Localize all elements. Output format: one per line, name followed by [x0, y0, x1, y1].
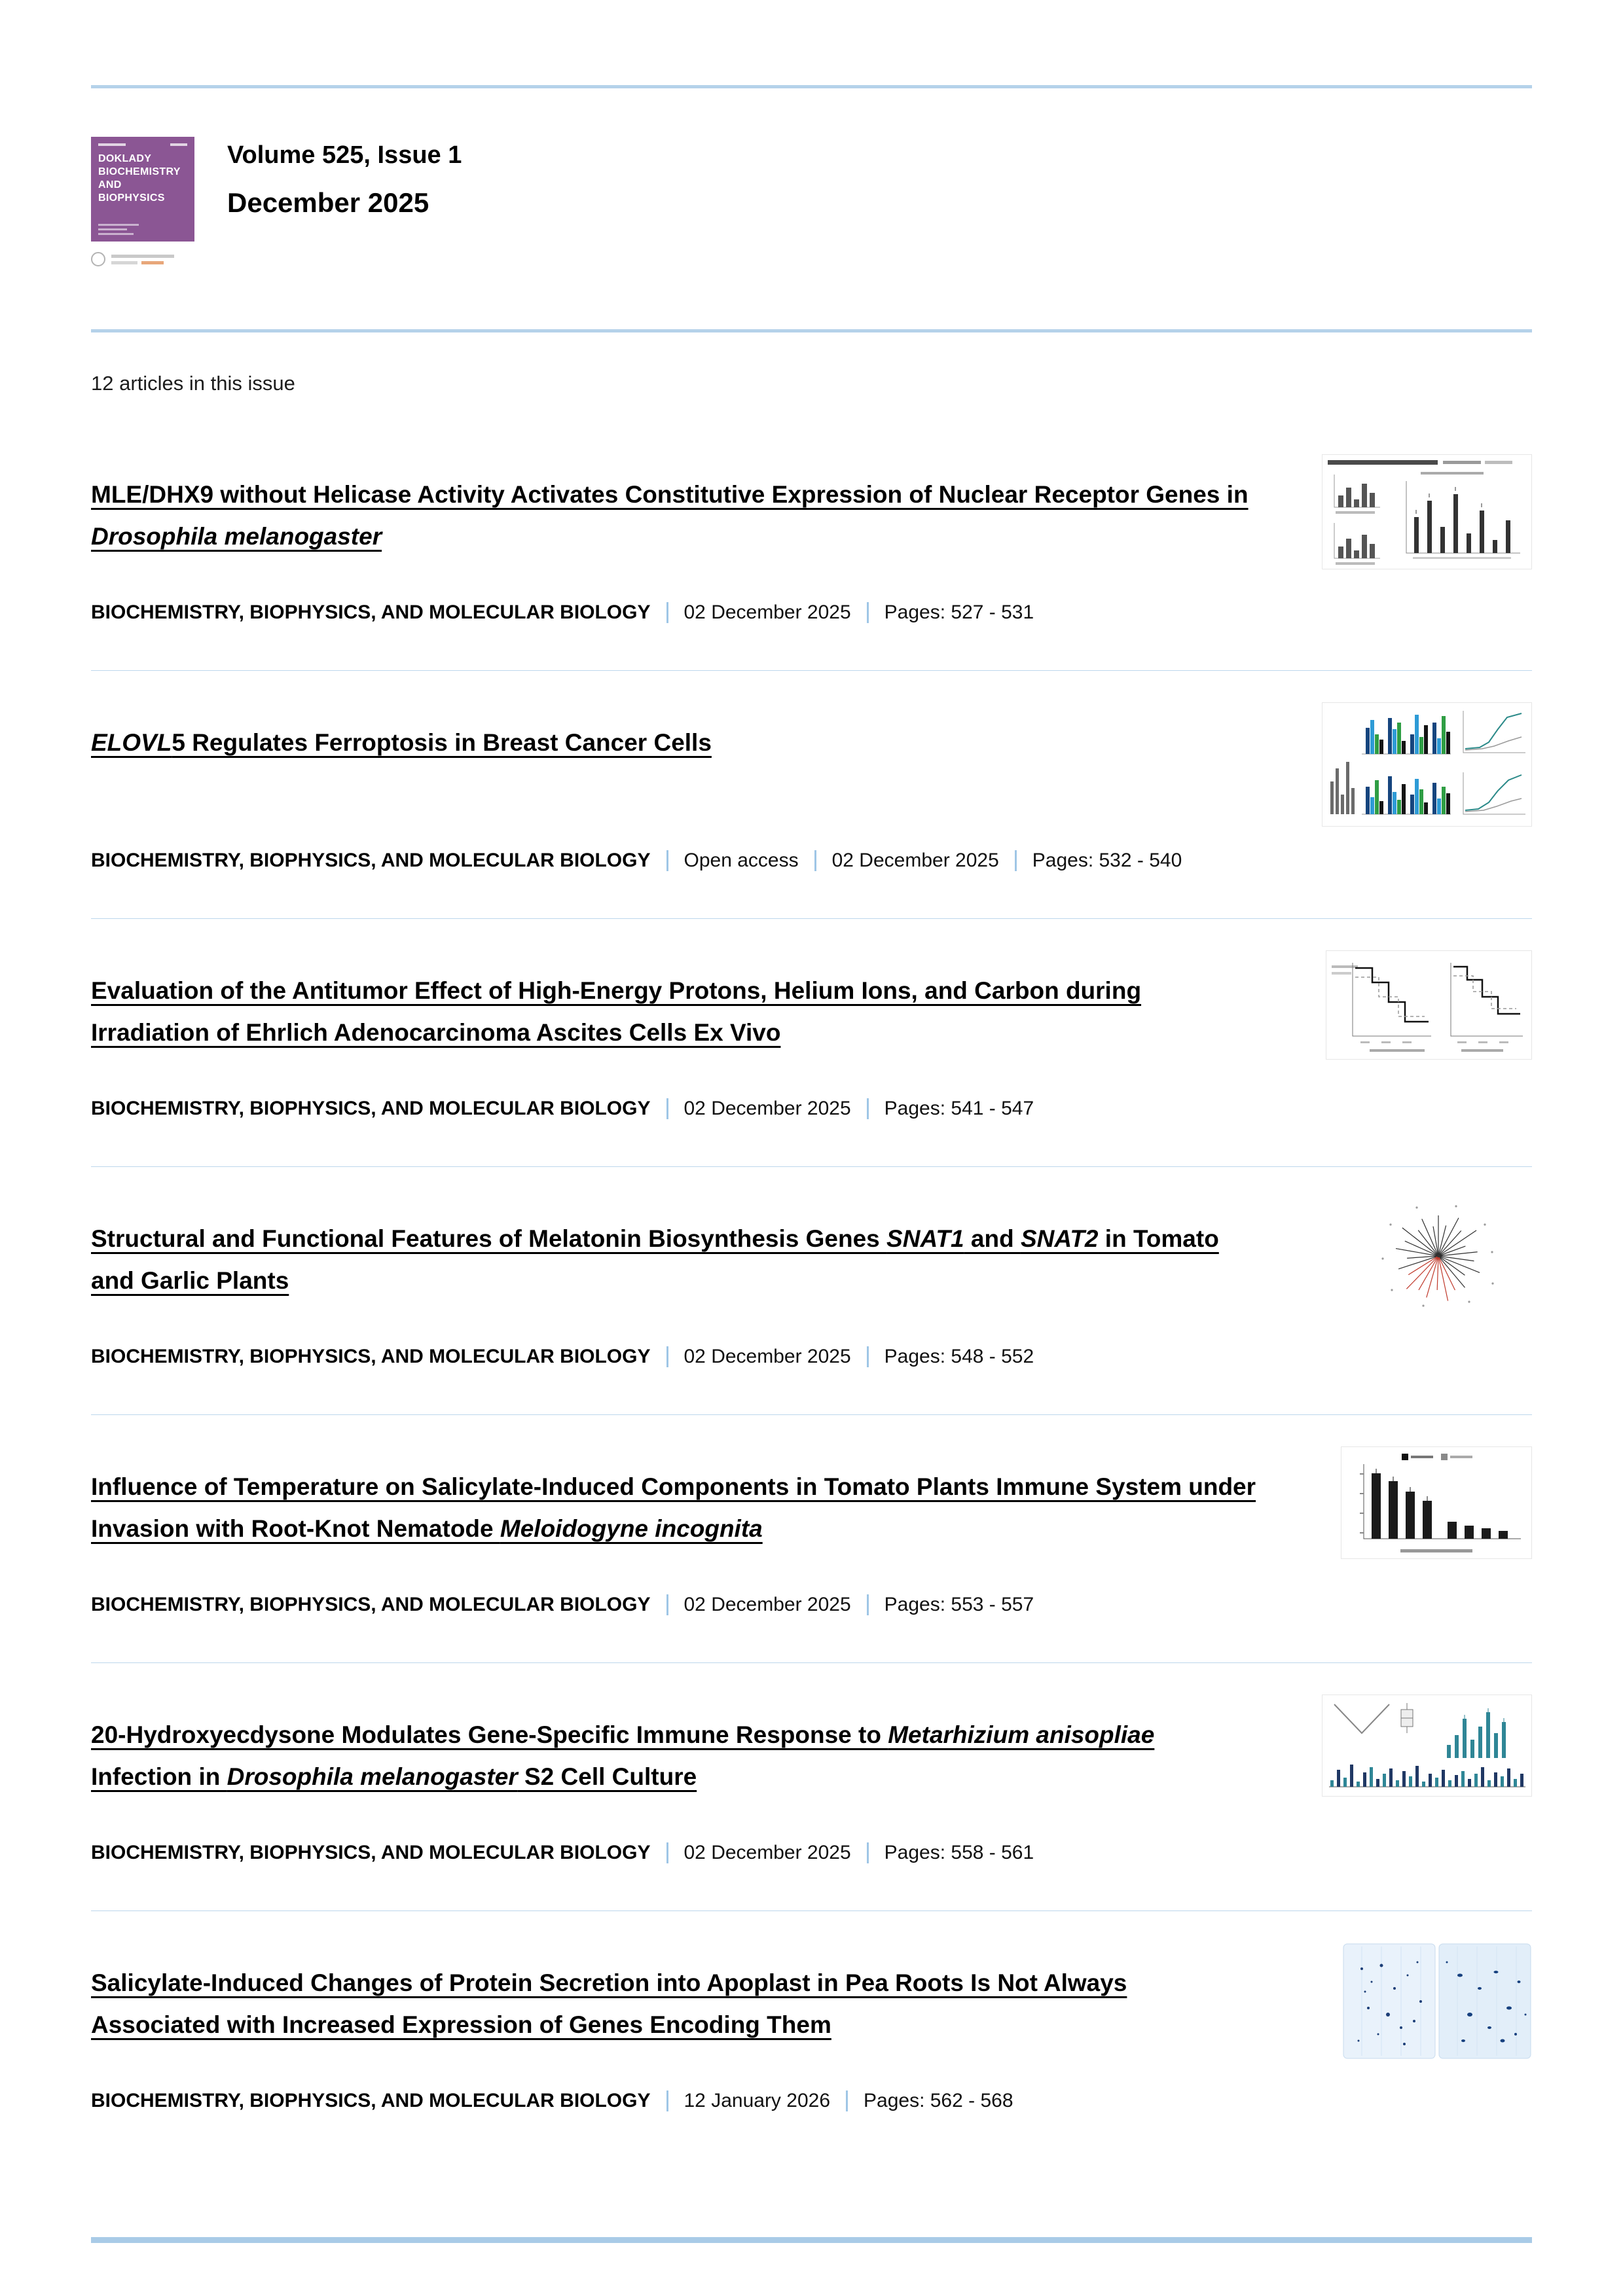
figure-phylogenetic-tree	[1345, 1198, 1532, 1311]
article-category: BIOCHEMISTRY, BIOPHYSICS, AND MOLECULAR BIOLOGY	[91, 601, 651, 623]
article-date: 02 December 2025	[684, 1842, 851, 1863]
meta-separator	[666, 1842, 668, 1863]
article-item	[91, 919, 1532, 1167]
article-category: BIOCHEMISTRY, BIOPHYSICS, AND MOLECULAR BIOLOGY	[91, 1842, 651, 1863]
article-category: BIOCHEMISTRY, BIOPHYSICS, AND MOLECULAR BIOLOGY	[91, 1346, 651, 1367]
publisher-logo-icon	[91, 252, 105, 266]
meta-separator	[867, 1842, 869, 1863]
meta-separator	[666, 1594, 668, 1615]
journal-cover-title: DOKLADY BIOCHEMISTRY AND BIOPHYSICS	[98, 153, 181, 204]
article-category: BIOCHEMISTRY, BIOPHYSICS, AND MOLECULAR BIOLOGY	[91, 1098, 651, 1119]
article-list	[91, 423, 1532, 2159]
figure-bar-panels	[1322, 454, 1532, 569]
figure-color-bars	[1322, 702, 1532, 827]
figure-survival-curves	[1326, 950, 1532, 1060]
article-title	[91, 722, 1256, 764]
article-meta	[91, 2087, 1270, 2115]
article-thumbnail[interactable]	[1326, 950, 1532, 1060]
article-meta	[91, 598, 1270, 627]
meta-separator	[666, 1346, 668, 1367]
article-title-link[interactable]: ELOVL5 Regulates Ferroptosis in Breast Cancer Cells	[91, 729, 712, 756]
article-count: 12 articles in this issue	[91, 372, 295, 395]
article-title	[91, 1714, 1256, 1798]
article-pages: Pages: 527 - 531	[884, 601, 1034, 623]
publisher-logo-text	[111, 255, 174, 264]
article-date: 12 January 2026	[684, 2090, 831, 2111]
figure-gel-images	[1342, 1943, 1532, 2060]
meta-separator	[666, 850, 668, 871]
meta-separator	[867, 602, 869, 623]
article-date: 02 December 2025	[684, 1594, 851, 1615]
article-title-link[interactable]: Structural and Functional Features of Melatonin Biosynthesis Genes SNAT1 and SNAT2 in Tomato and Garlic Plants	[91, 1225, 1219, 1294]
meta-separator	[666, 1098, 668, 1119]
volume-issue-title: Volume 525, Issue 1	[227, 141, 462, 169]
article-title	[91, 970, 1256, 1054]
article-meta	[91, 1342, 1270, 1371]
meta-separator	[846, 2090, 848, 2111]
article-item	[91, 1663, 1532, 1911]
article-pages: Pages: 558 - 561	[884, 1842, 1034, 1863]
footer-divider	[91, 2237, 1532, 2243]
article-pages: Pages: 562 - 568	[864, 2090, 1013, 2111]
meta-separator	[867, 1346, 869, 1367]
article-thumbnail[interactable]	[1322, 702, 1532, 827]
header-divider	[91, 329, 1532, 332]
cover-decoration-lines	[98, 224, 187, 235]
open-access-label: Open access	[684, 850, 799, 871]
issue-date: December 2025	[227, 187, 429, 218]
article-item	[91, 1415, 1532, 1663]
meta-separator	[867, 1594, 869, 1615]
article-meta	[91, 1839, 1270, 1867]
article-title	[91, 1218, 1256, 1302]
article-category: BIOCHEMISTRY, BIOPHYSICS, AND MOLECULAR BIOLOGY	[91, 1594, 651, 1615]
article-meta	[91, 1094, 1270, 1123]
article-category: BIOCHEMISTRY, BIOPHYSICS, AND MOLECULAR BIOLOGY	[91, 850, 651, 871]
article-meta	[91, 846, 1270, 875]
article-item	[91, 1167, 1532, 1415]
article-title	[91, 1466, 1256, 1550]
article-pages: Pages: 541 - 547	[884, 1098, 1034, 1119]
article-thumbnail[interactable]	[1345, 1198, 1532, 1311]
article-thumbnail[interactable]	[1322, 1695, 1532, 1797]
journal-cover[interactable]	[91, 137, 194, 242]
article-date: 02 December 2025	[684, 1346, 851, 1367]
meta-separator	[867, 1098, 869, 1119]
article-item	[91, 423, 1532, 671]
issue-header	[91, 137, 1532, 266]
article-meta	[91, 1590, 1270, 1619]
article-thumbnail[interactable]	[1322, 454, 1532, 569]
article-title-link[interactable]: Influence of Temperature on Salicylate-Induced Components in Tomato Plants Immune System under Invasion with Root-Knot Nematode Meloidogyne incognita	[91, 1473, 1256, 1542]
article-pages: Pages: 548 - 552	[884, 1346, 1034, 1367]
meta-separator	[666, 602, 668, 623]
article-item	[91, 1911, 1532, 2159]
article-pages: Pages: 553 - 557	[884, 1594, 1034, 1615]
article-date: 02 December 2025	[831, 850, 999, 871]
article-title-link[interactable]: Salicylate-Induced Changes of Protein Secretion into Apoplast in Pea Roots Is Not Always Associated with Increased Expression of Genes Encoding Them	[91, 1969, 1127, 2038]
meta-separator	[1015, 850, 1017, 871]
article-thumbnail[interactable]	[1342, 1943, 1532, 2060]
cover-decoration	[98, 143, 187, 146]
meta-separator	[814, 850, 816, 871]
article-pages: Pages: 532 - 540	[1032, 850, 1182, 871]
article-date: 02 December 2025	[684, 601, 851, 623]
article-title	[91, 1962, 1256, 2046]
figure-teal-bar-chart	[1322, 1695, 1532, 1797]
article-title-link[interactable]: 20-Hydroxyecdysone Modulates Gene-Specific Immune Response to Metarhizium anisopliae Infection in Drosophila melanogaster S2 Cell Culture	[91, 1721, 1155, 1790]
figure-black-bar-chart	[1341, 1446, 1532, 1559]
article-category: BIOCHEMISTRY, BIOPHYSICS, AND MOLECULAR BIOLOGY	[91, 2090, 651, 2111]
article-thumbnail[interactable]	[1341, 1446, 1532, 1559]
article-item	[91, 671, 1532, 919]
article-title-link[interactable]: Evaluation of the Antitumor Effect of High-Energy Protons, Helium Ions, and Carbon during Irradiation of Ehrlich Adenocarcinoma Ascites Cells Ex Vivo	[91, 977, 1142, 1046]
publisher-logo	[91, 252, 196, 266]
article-date: 02 December 2025	[684, 1098, 851, 1119]
article-title	[91, 474, 1256, 558]
article-title-link[interactable]: MLE/DHX9 without Helicase Activity Activates Constitutive Expression of Nuclear Receptor Genes in Drosophila melanogaster	[91, 481, 1249, 550]
meta-separator	[666, 2090, 668, 2111]
top-divider	[91, 85, 1532, 88]
